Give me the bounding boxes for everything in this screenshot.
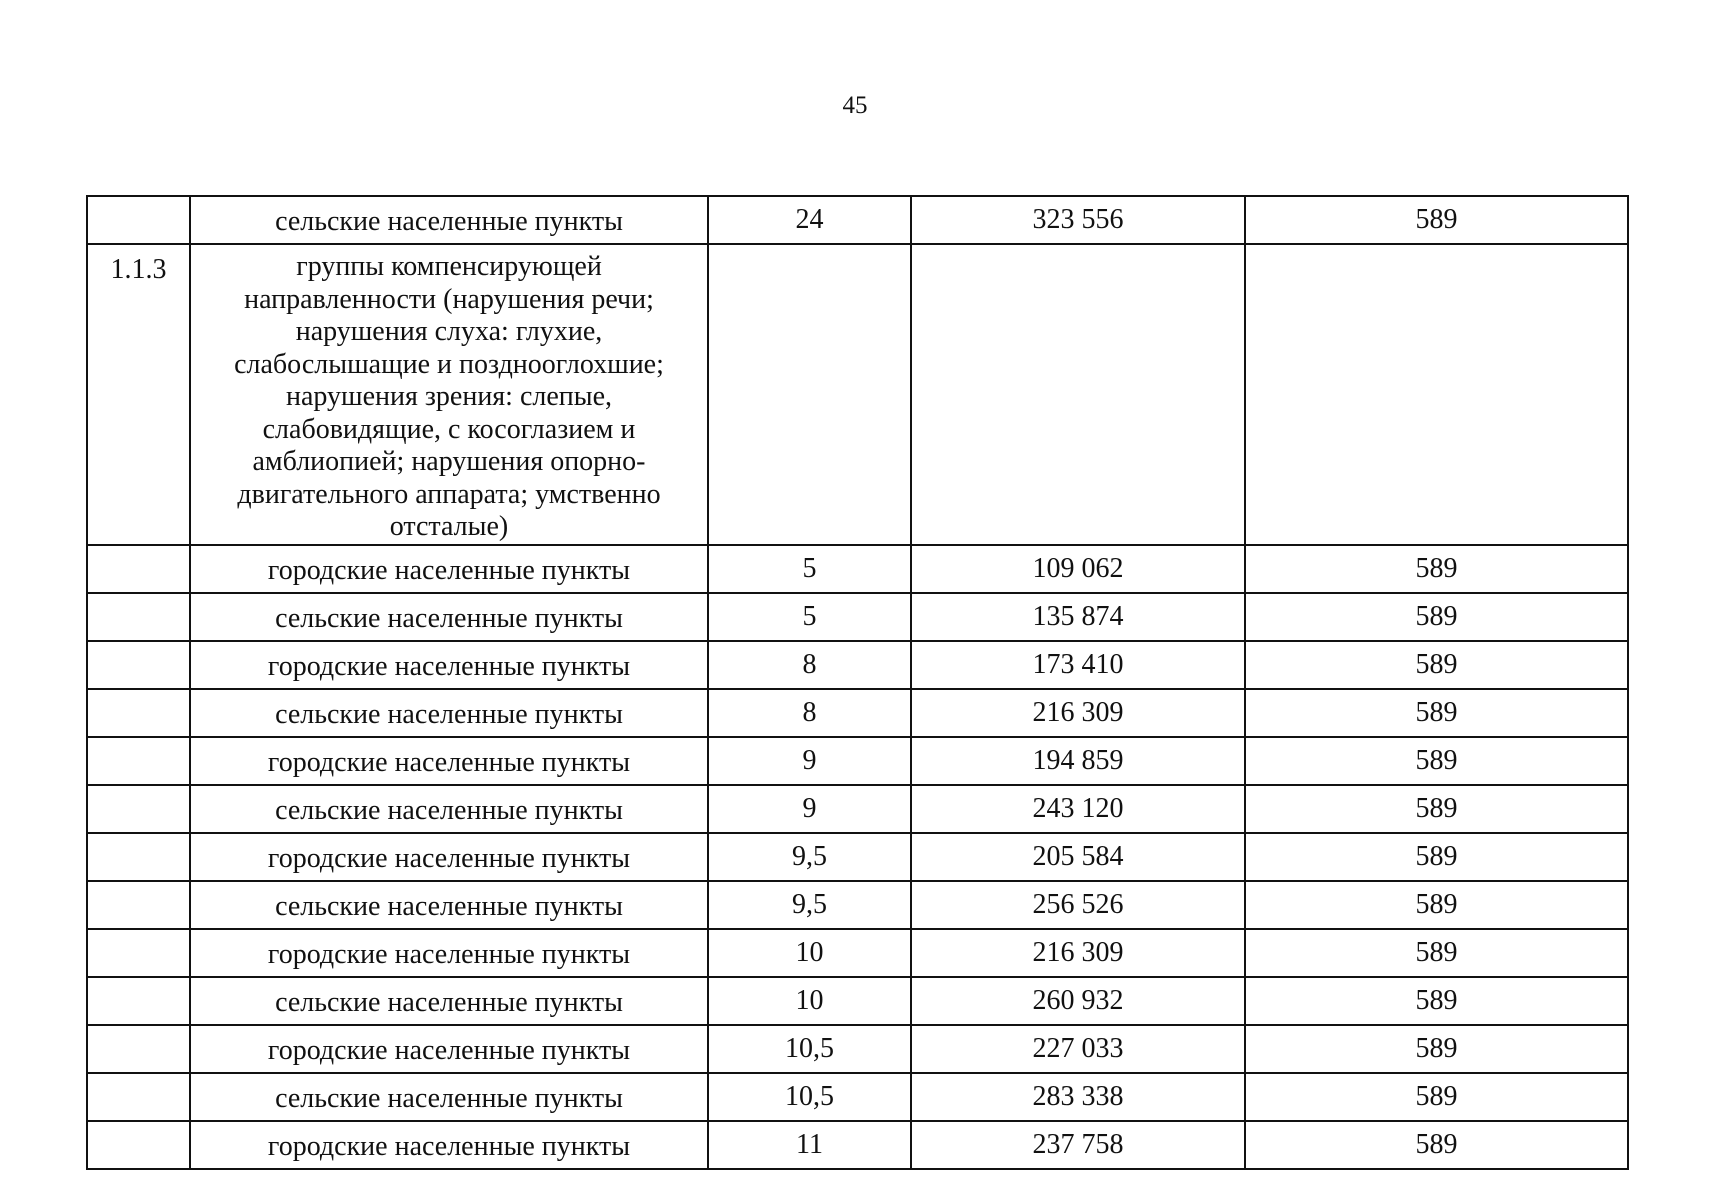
row-number bbox=[87, 881, 190, 929]
row-value-1: 8 bbox=[708, 689, 911, 737]
row-value-3: 589 bbox=[1245, 1025, 1628, 1073]
row-value-1: 5 bbox=[708, 593, 911, 641]
row-name: городские населенные пункты bbox=[190, 929, 708, 977]
row-value-1: 24 bbox=[708, 196, 911, 244]
table-row bbox=[87, 785, 1628, 833]
row-value-3: 589 bbox=[1245, 929, 1628, 977]
row-value-2: 216 309 bbox=[911, 689, 1245, 737]
row-number bbox=[87, 1121, 190, 1169]
row-name: городские населенные пункты bbox=[190, 833, 708, 881]
table-row bbox=[87, 737, 1628, 785]
table-row bbox=[87, 593, 1628, 641]
row-value-2: 173 410 bbox=[911, 641, 1245, 689]
row-value-3: 589 bbox=[1245, 641, 1628, 689]
row-value-1: 10 bbox=[708, 977, 911, 1025]
row-value-3 bbox=[1245, 244, 1628, 545]
table-row bbox=[87, 1121, 1628, 1169]
row-name: сельские населенные пункты bbox=[190, 1073, 708, 1121]
row-value-3: 589 bbox=[1245, 881, 1628, 929]
row-value-2: 194 859 bbox=[911, 737, 1245, 785]
row-number bbox=[87, 545, 190, 593]
table-row bbox=[87, 244, 1628, 545]
row-name: сельские населенные пункты bbox=[190, 689, 708, 737]
row-number bbox=[87, 641, 190, 689]
table-row bbox=[87, 196, 1628, 244]
tariff-table bbox=[86, 195, 1629, 1170]
row-value-2: 243 120 bbox=[911, 785, 1245, 833]
row-value-1: 9,5 bbox=[708, 881, 911, 929]
row-value-1: 9 bbox=[708, 785, 911, 833]
row-number: 1.1.3 bbox=[87, 244, 190, 545]
row-value-2: 256 526 bbox=[911, 881, 1245, 929]
row-value-3: 589 bbox=[1245, 1121, 1628, 1169]
row-number bbox=[87, 977, 190, 1025]
row-value-2: 205 584 bbox=[911, 833, 1245, 881]
table-row bbox=[87, 977, 1628, 1025]
row-name: городские населенные пункты bbox=[190, 737, 708, 785]
table-row bbox=[87, 1073, 1628, 1121]
row-value-1: 10 bbox=[708, 929, 911, 977]
row-number bbox=[87, 929, 190, 977]
row-name: городские населенные пункты bbox=[190, 1121, 708, 1169]
table-row bbox=[87, 545, 1628, 593]
row-value-1 bbox=[708, 244, 911, 545]
row-value-2: 135 874 bbox=[911, 593, 1245, 641]
row-name: сельские населенные пункты bbox=[190, 593, 708, 641]
row-value-2: 109 062 bbox=[911, 545, 1245, 593]
row-number bbox=[87, 593, 190, 641]
row-value-3: 589 bbox=[1245, 977, 1628, 1025]
row-value-2: 237 758 bbox=[911, 1121, 1245, 1169]
table-row bbox=[87, 881, 1628, 929]
row-name: городские населенные пункты bbox=[190, 1025, 708, 1073]
row-name: сельские населенные пункты bbox=[190, 977, 708, 1025]
row-value-1: 5 bbox=[708, 545, 911, 593]
row-value-2: 216 309 bbox=[911, 929, 1245, 977]
row-value-3: 589 bbox=[1245, 196, 1628, 244]
row-value-3: 589 bbox=[1245, 785, 1628, 833]
row-name: сельские населенные пункты bbox=[190, 785, 708, 833]
table-row bbox=[87, 833, 1628, 881]
row-value-1: 9 bbox=[708, 737, 911, 785]
row-number bbox=[87, 833, 190, 881]
row-name: городские населенные пункты bbox=[190, 641, 708, 689]
row-value-3: 589 bbox=[1245, 545, 1628, 593]
row-name: группы компенсирующей направленности (нарушения речи; нарушения слуха: глухие, слабослышащие и позднооглохшие; нарушения зрения: слепые, слабовидящие, с косоглазием и амблиопией; нарушения опорно-двигательного аппарата; умственно отсталые) bbox=[190, 244, 708, 545]
table-row bbox=[87, 689, 1628, 737]
row-value-3: 589 bbox=[1245, 1073, 1628, 1121]
row-number bbox=[87, 1073, 190, 1121]
row-value-2 bbox=[911, 244, 1245, 545]
row-number bbox=[87, 737, 190, 785]
row-value-3: 589 bbox=[1245, 833, 1628, 881]
row-value-1: 9,5 bbox=[708, 833, 911, 881]
row-number bbox=[87, 196, 190, 244]
row-value-2: 227 033 bbox=[911, 1025, 1245, 1073]
row-value-3: 589 bbox=[1245, 689, 1628, 737]
page-number: 45 bbox=[842, 92, 868, 119]
row-value-2: 283 338 bbox=[911, 1073, 1245, 1121]
row-number bbox=[87, 689, 190, 737]
row-value-1: 10,5 bbox=[708, 1025, 911, 1073]
row-value-3: 589 bbox=[1245, 737, 1628, 785]
row-value-2: 323 556 bbox=[911, 196, 1245, 244]
row-name: сельские населенные пункты bbox=[190, 881, 708, 929]
row-value-3: 589 bbox=[1245, 593, 1628, 641]
row-number bbox=[87, 785, 190, 833]
table-row bbox=[87, 929, 1628, 977]
row-name: сельские населенные пункты bbox=[190, 196, 708, 244]
table-row bbox=[87, 1025, 1628, 1073]
row-value-1: 10,5 bbox=[708, 1073, 911, 1121]
row-name: городские населенные пункты bbox=[190, 545, 708, 593]
row-value-2: 260 932 bbox=[911, 977, 1245, 1025]
row-value-1: 8 bbox=[708, 641, 911, 689]
row-number bbox=[87, 1025, 190, 1073]
table-row bbox=[87, 641, 1628, 689]
row-value-1: 11 bbox=[708, 1121, 911, 1169]
